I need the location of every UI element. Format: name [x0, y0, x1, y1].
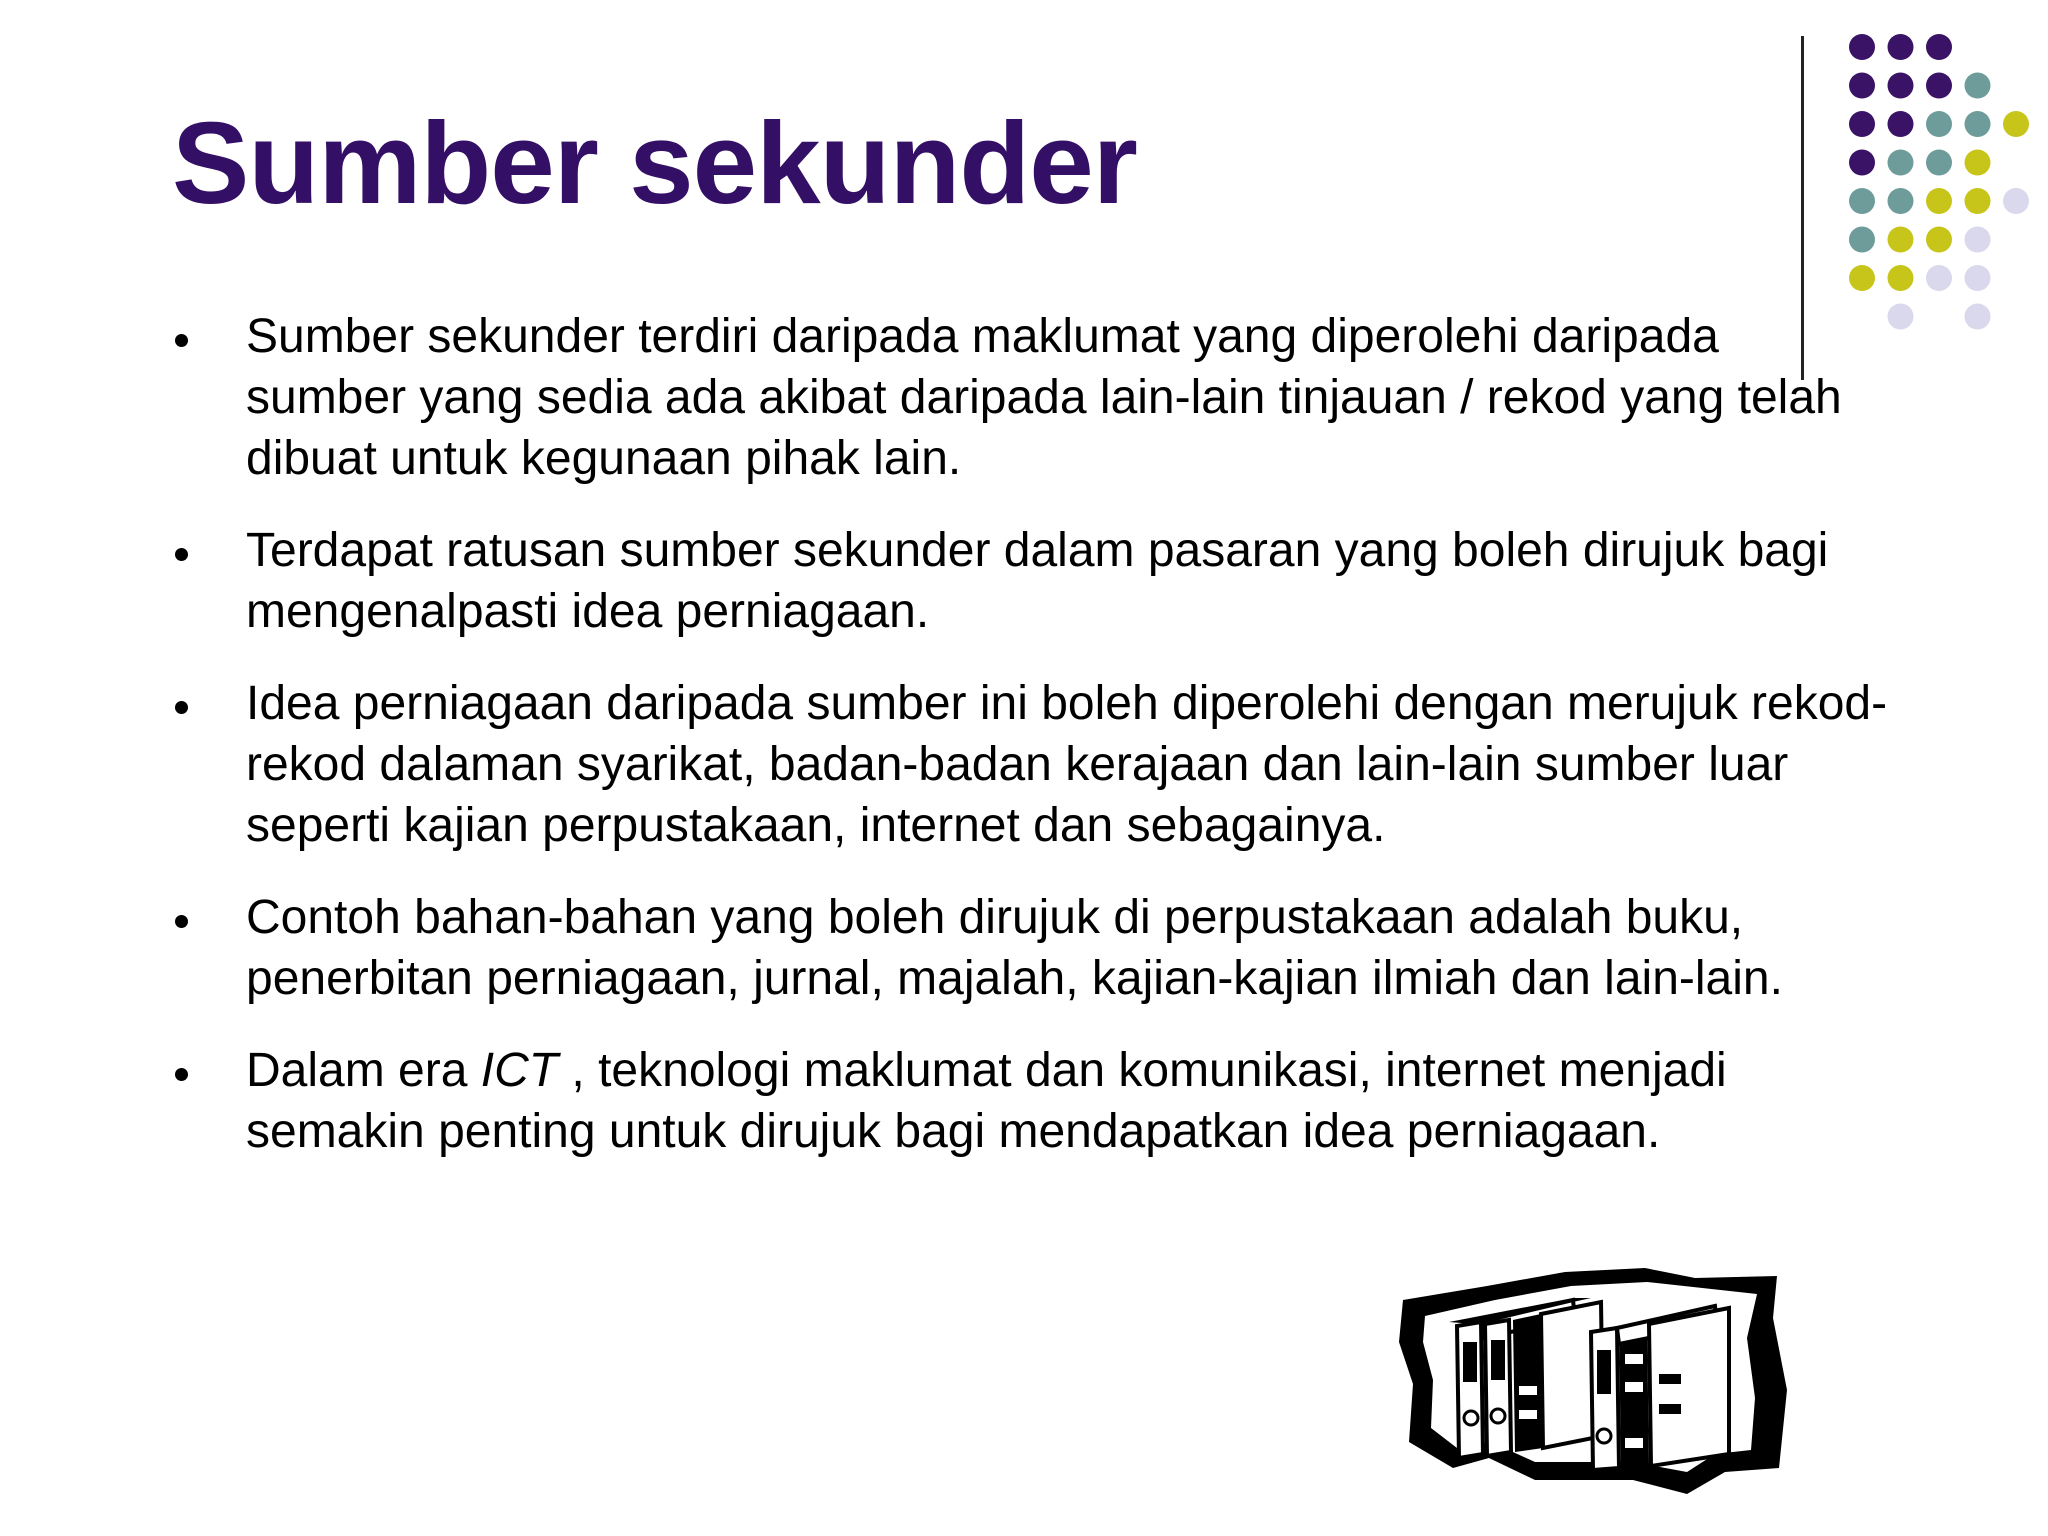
bullet-item — [170, 520, 1890, 642]
decorative-dot — [1965, 304, 1991, 330]
decorative-dot — [1888, 150, 1914, 176]
decorative-dot — [1926, 150, 1952, 176]
decorative-dot — [1965, 73, 1991, 99]
bullet-item — [170, 673, 1890, 856]
decorative-dot — [2003, 188, 2029, 214]
decorative-dot — [1926, 34, 1952, 60]
decorative-dot — [1888, 188, 1914, 214]
bullet-item — [170, 887, 1890, 1009]
bullet-text-before: Dalam era — [246, 1044, 481, 1097]
decorative-dot — [2003, 111, 2029, 137]
slide-title: Sumber sekunder — [172, 98, 1137, 228]
decorative-dot — [1849, 34, 1875, 60]
bullet-text: Idea perniagaan daripada sumber ini boleh diperolehi dengan merujuk rekod-rekod dalaman syarikat, badan-badan kerajaan dan lain-lain sumber luar seperti kajian perpustakaan, internet dan sebagainya. — [246, 677, 1888, 852]
decorative-dot — [1888, 34, 1914, 60]
bullet-dot-icon — [175, 701, 188, 714]
bullet-text-after: , teknologi maklumat dan komunikasi, internet menjadi semakin penting untuk dirujuk bagi mendapatkan idea perniagaan. — [246, 1044, 1727, 1158]
decorative-dot — [1965, 150, 1991, 176]
decorative-dot — [1965, 188, 1991, 214]
decorative-dot — [1888, 111, 1914, 137]
decorative-dot — [1926, 188, 1952, 214]
bullet-list — [170, 306, 1890, 1193]
bullet-text: Terdapat ratusan sumber sekunder dalam pasaran yang boleh dirujuk bagi mengenalpasti idea perniagaan. — [246, 524, 1829, 638]
decorative-dot — [1926, 265, 1952, 291]
bullet-dot-icon — [175, 915, 188, 928]
decorative-dot — [1888, 227, 1914, 253]
binders-clipart-icon — [1395, 1258, 1795, 1498]
bullet-dot-icon — [175, 548, 188, 561]
decorative-dot — [1888, 265, 1914, 291]
decorative-dot — [1849, 111, 1875, 137]
decorative-dot — [1849, 227, 1875, 253]
decorative-dot — [1965, 227, 1991, 253]
bullet-text: Sumber sekunder terdiri daripada maklumat yang diperolehi daripada sumber yang sedia ada akibat daripada lain-lain tinjauan / rekod yang telah dibuat untuk kegunaan pihak lain. — [246, 310, 1842, 485]
decorative-dot — [1926, 227, 1952, 253]
bullet-text-italic: ICT — [480, 1044, 559, 1097]
decorative-dot — [1926, 73, 1952, 99]
decorative-dot — [1965, 111, 1991, 137]
bullet-item — [170, 306, 1890, 489]
dot-grid-decoration — [0, 0, 2048, 340]
bullet-text: Contoh bahan-bahan yang boleh dirujuk di perpustakaan adalah buku, penerbitan perniagaan, jurnal, majalah, kajian-kajian ilmiah dan lain-lain. — [246, 891, 1783, 1005]
decorative-dot — [1888, 73, 1914, 99]
decorative-dot — [1965, 265, 1991, 291]
decorative-dot — [1849, 73, 1875, 99]
decorative-dot — [1888, 304, 1914, 330]
bullet-dot-icon — [175, 1068, 188, 1081]
decorative-dot — [1926, 111, 1952, 137]
bullet-item — [170, 1040, 1890, 1162]
decorative-dot — [1849, 150, 1875, 176]
decorative-dot — [1849, 188, 1875, 214]
bullet-dot-icon — [175, 334, 188, 347]
decorative-dot — [1849, 265, 1875, 291]
